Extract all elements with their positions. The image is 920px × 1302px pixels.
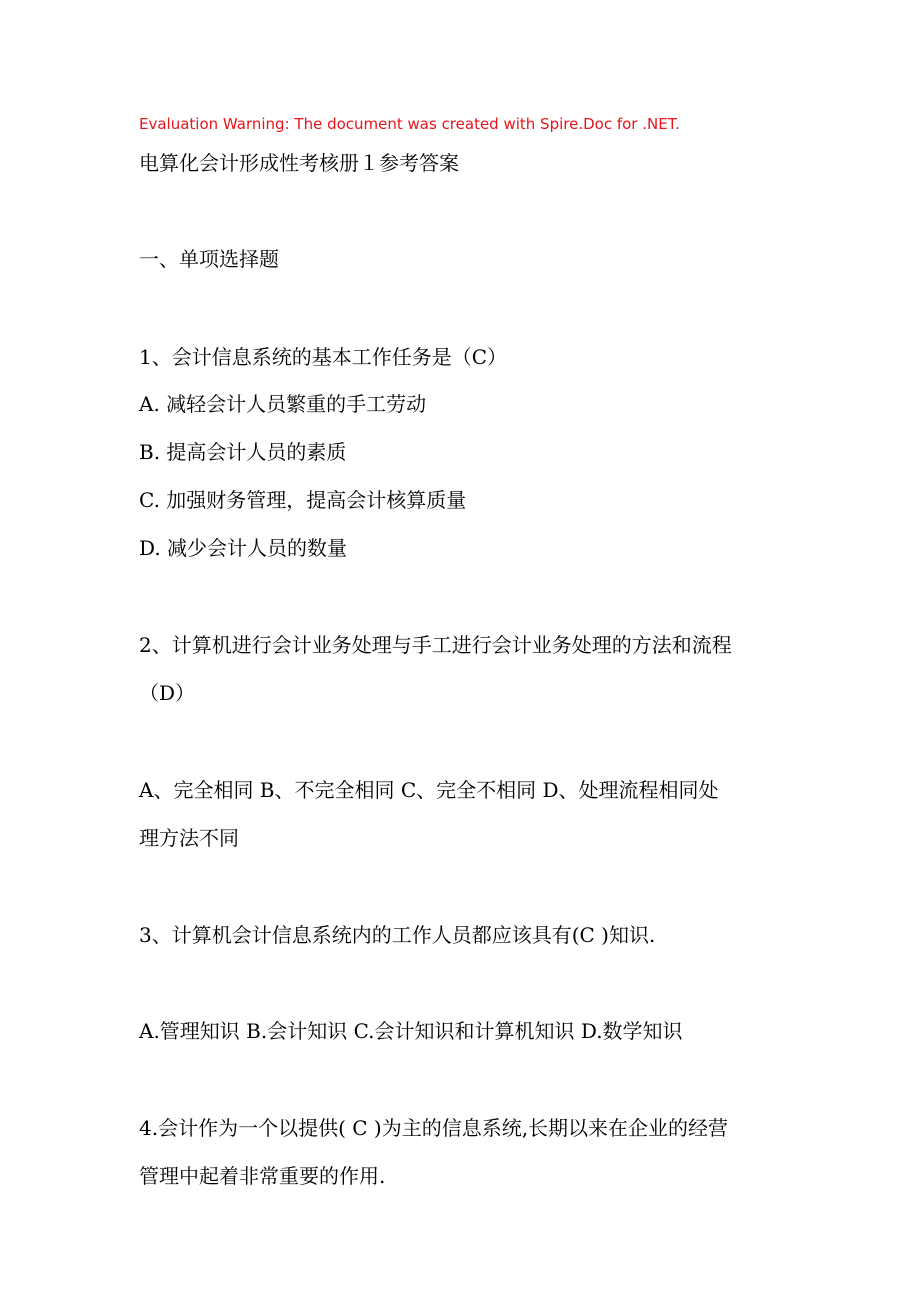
question-1-stem: 1、会计信息系统的基本工作任务是（C）	[139, 345, 508, 369]
question-2-stem-line2: （D）	[139, 681, 196, 705]
question-4-stem-line1: 4.会计作为一个以提供( C )为主的信息系统,长期以来在企业的经营	[139, 1116, 729, 1140]
question-3-options: A.管理知识 B.会计知识 C.会计知识和计算机知识 D.数学知识	[139, 1019, 683, 1043]
section-heading: 一、单项选择题	[139, 247, 279, 271]
question-1-option-a: A. 减轻会计人员繁重的手工劳动	[139, 392, 427, 416]
evaluation-warning: Evaluation Warning: The document was created with Spire.Doc for .NET.	[139, 115, 680, 133]
question-2-options-line1: A、完全相同 B、不完全相同 C、完全不相同 D、处理流程相同处	[139, 778, 719, 802]
document-title: 电算化会计形成性考核册１参考答案	[139, 151, 459, 175]
question-3-stem: 3、计算机会计信息系统内的工作人员都应该具有(C )知识.	[139, 923, 656, 947]
question-2-options-line2: 理方法不同	[139, 826, 239, 850]
question-1-option-b: B. 提高会计人员的素质	[139, 440, 347, 464]
question-2-stem-line1: 2、计算机进行会计业务处理与手工进行会计业务处理的方法和流程	[139, 633, 732, 657]
question-1-option-d: D. 减少会计人员的数量	[139, 536, 348, 560]
question-4-stem-line2: 管理中起着非常重要的作用.	[139, 1164, 386, 1188]
question-1-option-c: C. 加强财务管理，提高会计核算质量	[139, 488, 467, 512]
